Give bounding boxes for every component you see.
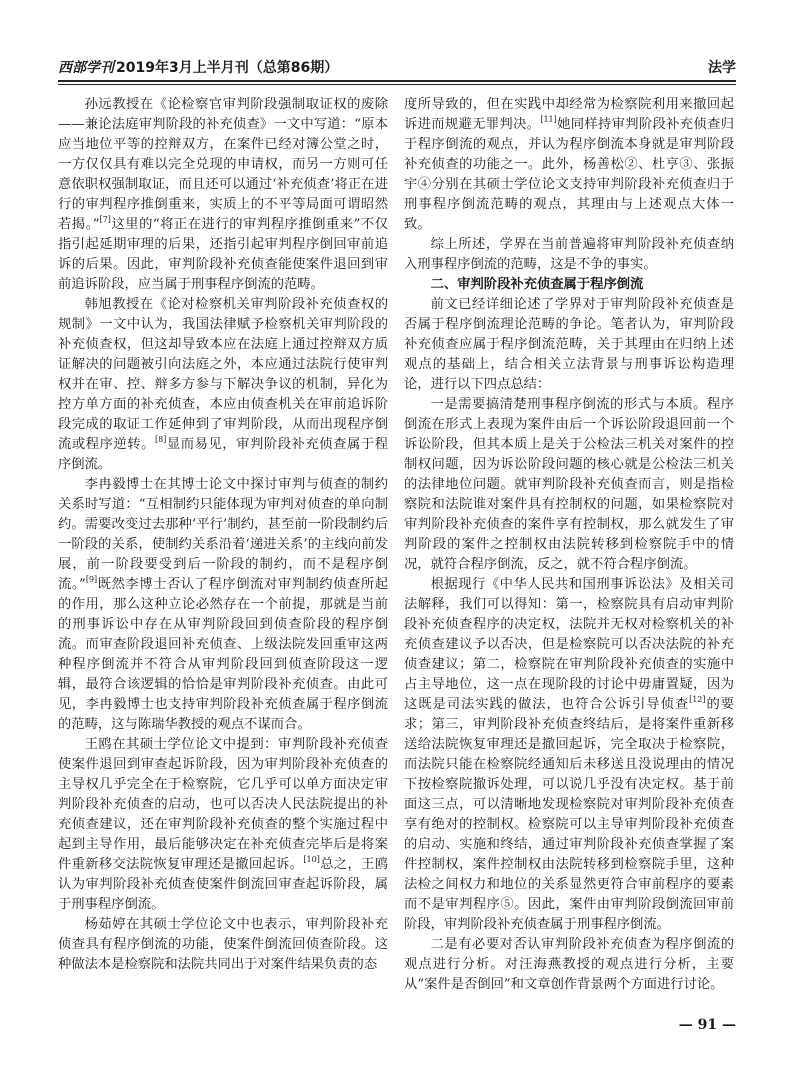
paragraph-text: 她同样持审判阶段补充侦查归于程序倒流的观点，并认为程序倒流本身就是审判阶段补充侦查的功能之一。此外，杨善松②、杜亨③、张振宇④分别在其硕士学位论文支持审判阶段补充侦查归于刑事程序倒流范畴的观点，其理由与上述观点大体一致。 — [404, 117, 735, 232]
paragraph-text: 总之，王鸥认为审判阶段补充侦查使案件倒流回审查起诉阶段，属于刑事程序倒流。 — [58, 857, 389, 912]
paragraph-text: 王鸥在其硕士学位论文中提到：审判阶段补充侦查使案件退回到审查起诉阶段，因为审判阶段补充侦查的主导权几乎完全在于检察院，它几乎可以单方面决定审判阶段补充侦查的启动，也可以否决人民法院提出的补充侦查建议，还在审判阶段补充侦查的整个实施过程中起到主导作用，最后能够决定在补充侦查完毕后是将案件重新移交法院恢复审理还是撤回起诉。 — [58, 737, 388, 872]
paragraph-text: 这里的“将正在进行的审判程序推倒重来”不仅指引起延期审理的后果，还指引起审判程序倒回审前追诉的后果。因此，审判阶段补充侦查能使案件退回到审前追诉阶段，应当属于刑事程序倒流的范畴。 — [58, 217, 388, 292]
paragraph — [404, 395, 734, 575]
section-heading — [404, 275, 734, 295]
page-number: — 91 — — [678, 1017, 736, 1033]
right-column — [404, 95, 734, 995]
paragraph-text: 杨茹婷在其硕士学位论文中也表示，审判阶段补充侦查具有程序倒流的功能，使案件倒流回侦查阶段。这种做法本是检察院和法院共同出于对案件结果负责的态 — [58, 917, 388, 972]
section-label: 法学 — [708, 60, 736, 76]
paragraph-text: 显而易见，审判阶段补充侦查属于程序倒流。 — [58, 437, 389, 472]
citation-ref: [11] — [540, 115, 557, 124]
header-rule — [58, 80, 736, 82]
paragraph — [404, 575, 734, 935]
paragraph-text: 二是有必要对否认审判阶段补充侦查为程序倒流的观点进行分析。对汪海燕教授的观点进行分析，主要从“案件是否倒回”和文章创作背景两个方面进行讨论。 — [404, 937, 734, 992]
paragraph — [404, 295, 734, 395]
paragraph-text: 综上所述，学界在当前普遍将审判阶段补充侦查纳入刑事程序倒流的范畴，这是不争的事实。 — [404, 237, 734, 272]
journal-header — [58, 57, 338, 77]
paragraph-text: 韩旭教授在《论对检察机关审判阶段补充侦查权的规制》一文中认为，我国法律赋予检察机关审判阶段的补充侦查权，但这却导致本应在法庭上通过控辩双方质证解决的问题被引向法庭之外，本应通过法院行使审判权并在审、控、辩多方参与下解决争议的机制，异化为控方单方面的补充侦查，本应由侦查机关在审前追诉阶段完成的取证工作延伸到了审判阶段，从而出现程序倒流或程序逆转。 — [58, 297, 388, 452]
citation-ref: [7] — [99, 215, 111, 224]
paragraph — [58, 95, 388, 295]
paragraph — [404, 95, 734, 235]
paragraph — [58, 295, 388, 475]
citation-ref: [12] — [689, 695, 706, 704]
paragraph-text: 二、审判阶段补充侦查属于程序倒流 — [430, 277, 644, 292]
paragraph-text: 孙远教授在《论检察官审判阶段强制取证权的废除——兼论法庭审判阶段的补充侦查》一文中写道：“原本应当地位平等的控辩双方，在案件已经对簿公堂之时，一方仅仅具有难以完全兑现的申请权，而另一方则可任意依职权强制取证，而且还可以通过‘补充侦查’将正在进行的审判程序推倒重来，实质上的不平等局面可谓昭然若揭。” — [58, 97, 388, 232]
paragraph — [58, 475, 388, 735]
paragraph-text: 前文已经详细论述了学界对于审判阶段补充侦查是否属于程序倒流理论范畴的争论。笔者认为，审判阶段补充侦查应属于程序倒流范畴，关于其理由在归纳上述观点的基础上，结合相关立法背景与刑事诉讼构造理论，进行以下四点总结： — [404, 297, 734, 392]
paragraph-text: 李冉毅博士在其博士论文中探讨审判与侦查的制约关系时写道：“互相制约只能体现为审判对侦查的单向制约。需要改变过去那种‘平行’制约，甚至前一阶段制约后一阶段的关系，使制约关系沿着‘递进关系’的主线向前发展，前一阶段要受到后一阶段的制约，而不是程序倒流。” — [58, 477, 388, 592]
paragraph — [58, 915, 388, 975]
paragraph — [404, 235, 734, 275]
citation-ref: [9] — [85, 575, 98, 584]
paragraph-text: 一是需要搞清楚刑事程序倒流的形式与本质。程序倒流在形式上表现为案件由后一个诉讼阶段退回前一个诉讼阶段，但其本质上是关于公检法三机关对案件的控制权问题，因为诉讼阶段问题的核心就是公检法三机关的法律地位问题。就审判阶段补充侦查而言，则是指检察院和法院谁对案件具有控制权的问题，如果检察院对审判阶段补充侦查的案件享有控制权，那么就发生了审判阶段的案件之控制权由法院转移到检察院手中的情况，就符合程序倒流，反之，就不符合程序倒流。 — [404, 397, 734, 572]
header-rule-thin — [58, 84, 736, 85]
page-header — [58, 55, 736, 77]
journal-name: 西部学刊 — [58, 60, 114, 76]
citation-ref: [10] — [303, 855, 320, 864]
left-column — [58, 95, 388, 975]
paragraph-text: 的要求；第三，审判阶段补充侦查终结后，是将案件重新移送给法院恢复审理还是撤回起诉，完全取决于检察院，而法院只能在检察院经通知后未移送且没说理由的情况下按检察院撤诉处理，可以说几乎没有决定权。基于前面这三点，可以清晰地发现检察院对审判阶段补充侦查享有绝对的控制权。检察院可以主导审判阶段补充侦查的启动、实施和终结，通过审判阶段补充侦查掌握了案件控制权，案件控制权由法院转移到检察院手里，这种法检之间权力和地位的关系显然更符合审前程序的要素而不是审判程序⑤。因此，案件由审判阶段倒流回审前阶段，审判阶段补充侦查属于刑事程序倒流。 — [404, 697, 735, 932]
citation-ref: [8] — [154, 435, 167, 444]
paragraph-text: 根据现行《中华人民共和国刑事诉讼法》及相关司法解释，我们可以得知：第一，检察院具有启动审判阶段补充侦查程序的决定权，法院并无权对检察机关的补充侦查建议予以否决，但是检察院可以否决法院的补充侦查建议；第二，检察院在审判阶段补充侦查的实施中占主导地位，这一点在现阶段的讨论中毋庸置疑，因为这既是司法实践的做法，也符合公诉引导侦查 — [404, 577, 734, 712]
paragraph-text: 度所导致的，但在实践中却经常为检察院利用来撤回起诉进而规避无罪判决。 — [404, 97, 734, 132]
paragraph — [404, 935, 734, 995]
paragraph — [58, 735, 388, 915]
issue-info: 2019年3月上半月刊（总第86期） — [116, 60, 339, 76]
paragraph-text: 既然李博士否认了程序倒流对审判制约侦查所起的作用，那么这种立论必然存在一个前提，那就是当前的刑事诉讼中存在从审判阶段回到侦查阶段的程序倒流。而审查阶段退回补充侦查、上级法院发回重审这两种程序倒流并不符合从审判阶段回到侦查阶段这一逻辑，最符合该逻辑的恰恰是审判阶段补充侦查。由此可见，李冉毅博士也支持审判阶段补充侦查属于程序倒流的范畴，这与陈瑞华教授的观点不谋而合。 — [58, 577, 388, 732]
